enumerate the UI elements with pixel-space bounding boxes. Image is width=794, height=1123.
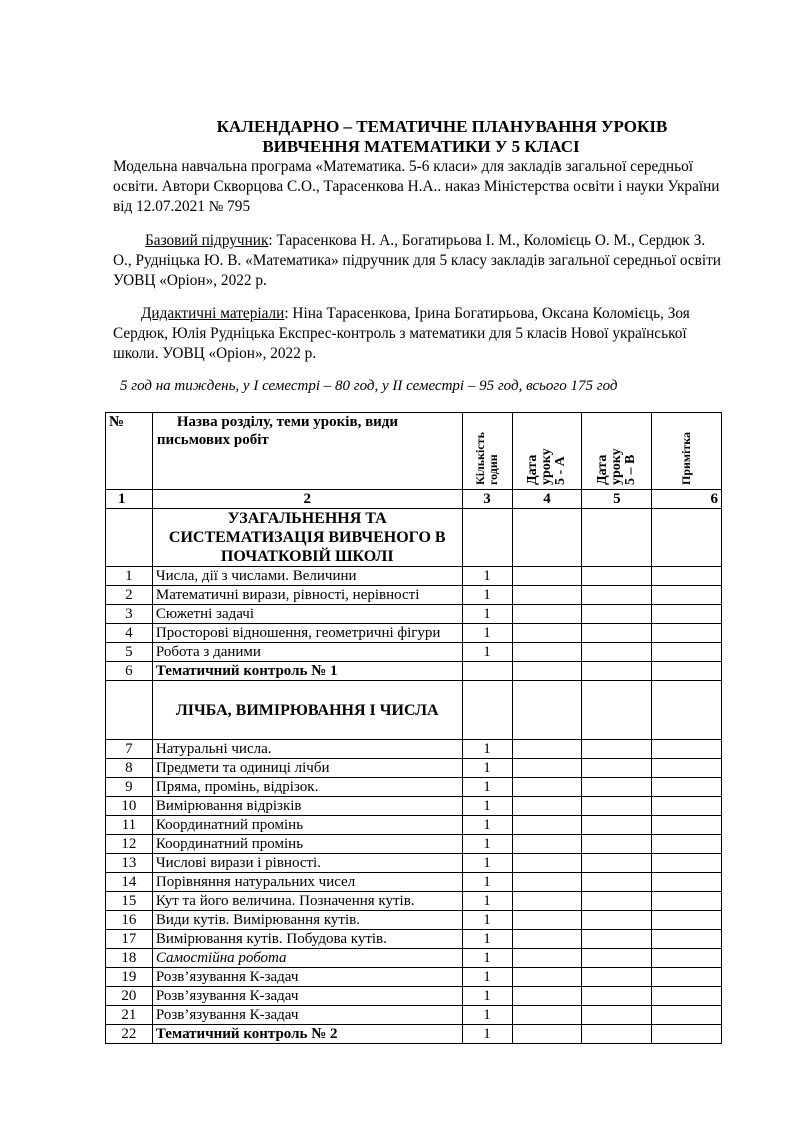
textbook-label: Базовий підручник: [145, 232, 269, 249]
note-cell[interactable]: [652, 816, 722, 835]
date-5b-cell[interactable]: [582, 759, 652, 778]
row-number: 5: [106, 643, 153, 662]
note-cell[interactable]: [652, 892, 722, 911]
table-row: [106, 968, 722, 987]
row-number: 16: [106, 911, 153, 930]
row-number: 4: [106, 624, 153, 643]
date-5b-cell[interactable]: [582, 797, 652, 816]
date-5b-cell[interactable]: [582, 930, 652, 949]
date-5b-cell[interactable]: [582, 892, 652, 911]
row-hours: 1: [462, 1006, 512, 1025]
row-topic: Кут та його величина. Позначення кутів.: [152, 892, 462, 911]
section-title: ЛІЧБА, ВИМІРЮВАННЯ І ЧИСЛА: [152, 681, 462, 740]
date-5a-cell[interactable]: [512, 567, 582, 586]
row-hours: 1: [462, 605, 512, 624]
row-topic: Пряма, промінь, відрізок.: [152, 778, 462, 797]
note-cell[interactable]: [652, 759, 722, 778]
table-header-row: [106, 413, 722, 490]
table-row: [106, 740, 722, 759]
table-row: [106, 987, 722, 1006]
header-date-5b: Дата уроку 5 – В: [582, 413, 652, 490]
note-cell[interactable]: [652, 778, 722, 797]
date-5b-cell[interactable]: [582, 911, 652, 930]
note-cell[interactable]: [652, 586, 722, 605]
note-cell[interactable]: [652, 797, 722, 816]
column-number-row: [106, 490, 722, 509]
table-row: [106, 1006, 722, 1025]
cell: [462, 681, 512, 740]
row-number: 12: [106, 835, 153, 854]
title-line-1: КАЛЕНДАРНО – ТЕМАТИЧНЕ ПЛАНУВАННЯ УРОКІВ: [216, 117, 668, 136]
row-hours: 1: [462, 835, 512, 854]
row-hours: 1: [462, 624, 512, 643]
title-line-2: ВИВЧЕННЯ МАТЕМАТИКИ У 5 КЛАСІ: [262, 137, 580, 156]
col-num: 5: [582, 490, 652, 509]
cell: [462, 509, 512, 567]
row-topic: Натуральні числа.: [152, 740, 462, 759]
row-topic: Розв’язування К-задач: [152, 987, 462, 1006]
date-5b-cell[interactable]: [582, 854, 652, 873]
note-cell[interactable]: [652, 949, 722, 968]
cell: [652, 681, 722, 740]
date-5b-cell[interactable]: [582, 1025, 652, 1044]
table-row: [106, 835, 722, 854]
row-topic: Математичні вирази, рівності, нерівності: [152, 586, 462, 605]
row-hours: 1: [462, 968, 512, 987]
header-number: №: [106, 413, 153, 490]
note-cell[interactable]: [652, 740, 722, 759]
cell: [652, 509, 722, 567]
row-topic: Види кутів. Вимірювання кутів.: [152, 911, 462, 930]
row-topic: Розв’язування К-задач: [152, 968, 462, 987]
table-row: [106, 778, 722, 797]
program-text: Модельна навчальна програма «Математика. 5-6 класи» для закладів загальної середньої освіти. Автори Скворцова С.О., Тарасенкова Н.А.. наказ Міністерства освіти і науки України від 12.07.2021 № 795: [113, 158, 720, 215]
textbook-text: [113, 231, 723, 291]
row-number: 9: [106, 778, 153, 797]
date-5a-cell[interactable]: [512, 586, 582, 605]
row-number: 2: [106, 586, 153, 605]
row-hours: 1: [462, 892, 512, 911]
row-number: 8: [106, 759, 153, 778]
row-topic: Сюжетні задачі: [152, 605, 462, 624]
date-5b-cell[interactable]: [582, 873, 652, 892]
row-topic: Розв’язування К-задач: [152, 1006, 462, 1025]
table-row: [106, 873, 722, 892]
header-hours: Кількість годин: [462, 413, 512, 490]
row-topic: Координатний промінь: [152, 816, 462, 835]
row-topic: Робота з даними: [152, 643, 462, 662]
row-number: 11: [106, 816, 153, 835]
row-number: 17: [106, 930, 153, 949]
header-note: Примітка: [652, 413, 722, 490]
cell: [106, 681, 153, 740]
section-row: [106, 509, 722, 567]
row-number: 1: [106, 567, 153, 586]
row-topic: Просторові відношення, геометричні фігури: [152, 624, 462, 643]
row-topic: Самостійна робота: [152, 949, 462, 968]
note-cell[interactable]: [652, 911, 722, 930]
note-cell[interactable]: [652, 605, 722, 624]
table-row: [106, 662, 722, 681]
materials-text: [113, 304, 723, 364]
row-number: 15: [106, 892, 153, 911]
table-row: [106, 930, 722, 949]
row-topic: Тематичний контроль № 1: [152, 662, 462, 681]
date-5a-cell[interactable]: [512, 662, 582, 681]
materials-body: : Ніна Тарасенкова, Ірина Богатирьова, Оксана Коломієць, Зоя Сердюк, Юлія Рудніцька Експрес-контроль з математики для 5 класів Нової української школи. УОВЦ «Оріон», 2022 р.: [113, 305, 690, 362]
date-5b-cell[interactable]: [582, 662, 652, 681]
row-hours: 1: [462, 911, 512, 930]
row-number: 10: [106, 797, 153, 816]
date-5a-cell[interactable]: [512, 778, 582, 797]
row-number: 14: [106, 873, 153, 892]
row-number: 6: [106, 662, 153, 681]
date-5a-cell[interactable]: [512, 1006, 582, 1025]
cell: [582, 509, 652, 567]
date-5a-cell[interactable]: [512, 605, 582, 624]
table-row: [106, 816, 722, 835]
row-number: 19: [106, 968, 153, 987]
date-5a-cell[interactable]: [512, 643, 582, 662]
date-5a-cell[interactable]: [512, 624, 582, 643]
row-number: 18: [106, 949, 153, 968]
row-hours: 1: [462, 778, 512, 797]
materials-label: Дидактичні матеріали: [141, 305, 285, 322]
date-5b-cell[interactable]: [582, 968, 652, 987]
table-row: [106, 949, 722, 968]
section-row: [106, 681, 722, 740]
date-5a-cell[interactable]: [512, 987, 582, 1006]
textbook-body: : Тарасенкова Н. А., Богатирьова І. М., Коломієць О. М., Сердюк З. О., Рудніцька Ю. В. «Математика» підручник для 5 класу закладів загальної середньої освіти УОВЦ «Оріон», 2022 р.: [113, 232, 721, 289]
row-topic: Предмети та одиниці лічби: [152, 759, 462, 778]
table-row: [106, 854, 722, 873]
row-number: 7: [106, 740, 153, 759]
header-date-5a: Дата уроку 5 - А: [512, 413, 582, 490]
cell: [106, 509, 153, 567]
col-num: 3: [462, 490, 512, 509]
row-hours: 1: [462, 567, 512, 586]
row-topic: Вимірювання відрізків: [152, 797, 462, 816]
col-num: 6: [652, 490, 722, 509]
date-5b-cell[interactable]: [582, 1006, 652, 1025]
note-cell[interactable]: [652, 1006, 722, 1025]
row-number: 3: [106, 605, 153, 624]
date-5a-cell[interactable]: [512, 816, 582, 835]
note-cell[interactable]: [652, 968, 722, 987]
row-topic: Координатний промінь: [152, 835, 462, 854]
table-row: [106, 892, 722, 911]
row-hours: 1: [462, 854, 512, 873]
date-5b-cell[interactable]: [582, 778, 652, 797]
cell: [582, 681, 652, 740]
note-cell[interactable]: [652, 854, 722, 873]
cell: [512, 509, 582, 567]
row-hours: 1: [462, 987, 512, 1006]
note-cell[interactable]: [652, 835, 722, 854]
col-num: 4: [512, 490, 582, 509]
row-topic: Тематичний контроль № 2: [152, 1025, 462, 1044]
row-hours: 1: [462, 759, 512, 778]
table-row: [106, 797, 722, 816]
row-hours: 1: [462, 740, 512, 759]
note-cell[interactable]: [652, 662, 722, 681]
row-hours: 1: [462, 873, 512, 892]
note-cell[interactable]: [652, 930, 722, 949]
row-hours: 1: [462, 930, 512, 949]
date-5a-cell[interactable]: [512, 1025, 582, 1044]
table-row: [106, 759, 722, 778]
row-number: 20: [106, 987, 153, 1006]
table-row: [106, 605, 722, 624]
date-5a-cell[interactable]: [512, 968, 582, 987]
table-row: [106, 643, 722, 662]
col-num: 1: [106, 490, 153, 509]
header-topic: Назва розділу, теми уроків, види письмових робіт: [152, 413, 462, 490]
row-topic: Порівняння натуральних чисел: [152, 873, 462, 892]
note-cell[interactable]: [652, 643, 722, 662]
hours-note: 5 год на тиждень, у I семестрі – 80 год, у II семестрі – 95 год, всього 175 год: [120, 378, 618, 394]
date-5a-cell[interactable]: [512, 759, 582, 778]
row-topic: Вимірювання кутів. Побудова кутів.: [152, 930, 462, 949]
row-hours: 1: [462, 816, 512, 835]
table-row: [106, 586, 722, 605]
note-cell[interactable]: [652, 624, 722, 643]
date-5b-cell[interactable]: [582, 816, 652, 835]
note-cell[interactable]: [652, 873, 722, 892]
row-topic: Числові вирази і рівності.: [152, 854, 462, 873]
date-5b-cell[interactable]: [582, 605, 652, 624]
row-hours: 1: [462, 949, 512, 968]
date-5a-cell[interactable]: [512, 911, 582, 930]
table-row: [106, 1025, 722, 1044]
row-hours: 1: [462, 797, 512, 816]
date-5a-cell[interactable]: [512, 835, 582, 854]
date-5a-cell[interactable]: [512, 873, 582, 892]
date-5a-cell[interactable]: [512, 854, 582, 873]
note-cell[interactable]: [652, 567, 722, 586]
table-row: [106, 567, 722, 586]
table-row: [106, 624, 722, 643]
date-5a-cell[interactable]: [512, 949, 582, 968]
lesson-plan-table: [105, 412, 722, 1044]
date-5b-cell[interactable]: [582, 987, 652, 1006]
date-5a-cell[interactable]: [512, 797, 582, 816]
table-row: [106, 911, 722, 930]
date-5b-cell[interactable]: [582, 586, 652, 605]
date-5a-cell[interactable]: [512, 740, 582, 759]
note-cell[interactable]: [652, 1025, 722, 1044]
date-5b-cell[interactable]: [582, 835, 652, 854]
note-cell[interactable]: [652, 987, 722, 1006]
row-hours: 1: [462, 643, 512, 662]
row-topic: Числа, дії з числами. Величини: [152, 567, 462, 586]
row-hours: 1: [462, 1025, 512, 1044]
row-number: 13: [106, 854, 153, 873]
date-5b-cell[interactable]: [582, 567, 652, 586]
date-5b-cell[interactable]: [582, 624, 652, 643]
cell: [512, 681, 582, 740]
date-5b-cell[interactable]: [582, 949, 652, 968]
date-5b-cell[interactable]: [582, 740, 652, 759]
date-5a-cell[interactable]: [512, 892, 582, 911]
date-5b-cell[interactable]: [582, 643, 652, 662]
row-number: 22: [106, 1025, 153, 1044]
row-hours: 1: [462, 586, 512, 605]
row-hours: [462, 662, 512, 681]
section-title: УЗАГАЛЬНЕННЯ ТА СИСТЕМАТИЗАЦІЯ ВИВЧЕНОГО В ПОЧАТКОВІЙ ШКОЛІ: [152, 509, 462, 567]
col-num: 2: [152, 490, 462, 509]
row-number: 21: [106, 1006, 153, 1025]
date-5a-cell[interactable]: [512, 930, 582, 949]
